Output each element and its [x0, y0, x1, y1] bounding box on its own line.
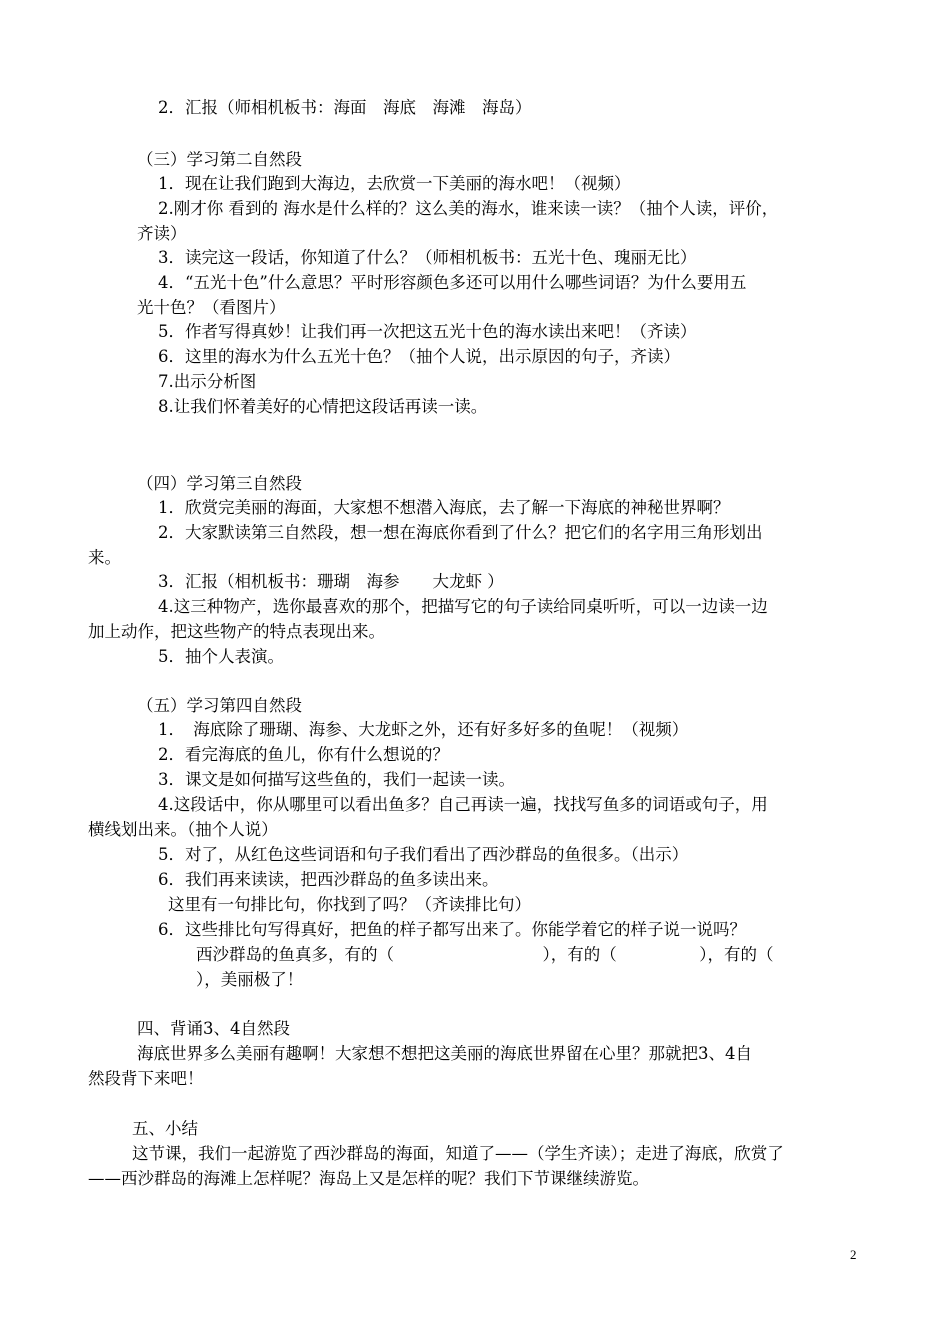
text-line: 3．课文是如何描写这些鱼的，我们一起读一读。: [158, 770, 515, 789]
text-line: 3．读完这一段话，你知道了什么？（师相机板书：五光十色、瑰丽无比）: [158, 248, 697, 267]
text-line: 1．现在让我们跑到大海边，去欣赏一下美丽的海水吧！（视频）: [158, 174, 631, 193]
text-line: 3．汇报（相机板书：珊瑚 海参 大龙虾 ）: [158, 572, 504, 591]
section-heading: 四、背诵3、4自然段: [137, 1019, 290, 1038]
text-line: 5．抽个人表演。: [158, 647, 284, 666]
section-heading: （四）学习第三自然段: [137, 474, 302, 493]
text-line: 5．作者写得真妙！让我们再一次把这五光十色的海水读出来吧！（齐读）: [158, 322, 697, 341]
section-heading: 五、小结: [132, 1119, 198, 1138]
text-line: 光十色？（看图片）: [137, 298, 286, 317]
section-heading: （三）学习第二自然段: [137, 150, 302, 169]
text-line: 8.让我们怀着美好的心情把这段话再读一读。: [158, 397, 488, 416]
text-line: 海底世界多么美丽有趣啊！大家想不想把这美丽的海底世界留在心里？那就把3、4自: [137, 1044, 752, 1063]
text-line: 4.这三种物产，选你最喜欢的那个，把描写它的句子读给同桌听听，可以一边读一边: [158, 597, 768, 616]
text-line: 6．我们再来读读，把西沙群岛的鱼多读出来。: [158, 870, 499, 889]
text-line: 加上动作，把这些物产的特点表现出来。: [88, 622, 385, 641]
text-line: 6．这里的海水为什么五光十色？（抽个人说，出示原因的句子，齐读）: [158, 347, 680, 366]
text-line: 2．看完海底的鱼儿，你有什么想说的？: [158, 745, 449, 764]
text-line: 2．汇报（师相机板书：海面 海底 海滩 海岛）: [158, 98, 532, 117]
text-line: 1． 海底除了珊瑚、海参、大龙虾之外，还有好多好多的鱼呢！（视频）: [158, 720, 689, 739]
text-line: 4．“五光十色”什么意思？平时形容颜色多还可以用什么哪些词语？为什么要用五: [158, 273, 747, 292]
text-line: ），美丽极了！: [196, 970, 304, 989]
text-line: 2．大家默读第三自然段，想一想在海底你看到了什么？把它们的名字用三角形划出: [158, 523, 763, 542]
text-line: 7.出示分析图: [158, 372, 257, 391]
text-line: 齐读）: [137, 224, 187, 243]
text-line: 这里有一句排比句，你找到了吗？（齐读排比句）: [168, 895, 531, 914]
text-line: 横线划出来。（抽个人说）: [88, 820, 278, 839]
text-line: 4.这段话中，你从哪里可以看出鱼多？自己再读一遍，找找写鱼多的词语或句子，用: [158, 795, 768, 814]
text-line: 来。: [88, 548, 121, 567]
page-number: 2: [850, 1247, 857, 1262]
text-line: 1．欣赏完美丽的海面，大家想不想潜入海底，去了解一下海底的神秘世界啊？: [158, 498, 730, 517]
text-line: 然段背下来吧！: [88, 1069, 204, 1088]
text-line: 这节课，我们一起游览了西沙群岛的海面，知道了——（学生齐读）；走进了海底，欣赏了: [132, 1144, 784, 1163]
text-line: 6．这些排比句写得真好，把鱼的样子都写出来了。你能学着它的样子说一说吗？: [158, 920, 746, 939]
text-line: ——西沙群岛的海滩上怎样呢？海岛上又是怎样的呢？我们下节课继续游览。: [88, 1169, 649, 1188]
text-line: 5．对了，从红色这些词语和句子我们看出了西沙群岛的鱼很多。（出示）: [158, 845, 689, 864]
section-heading: （五）学习第四自然段: [137, 696, 302, 715]
text-line: 2.刚才你 看到的 海水是什么样的？这么美的海水，谁来读一读？（抽个人读，评价，: [158, 199, 779, 218]
text-line: 西沙群岛的鱼真多，有的（ ），有的（ ），有的（: [196, 945, 774, 964]
